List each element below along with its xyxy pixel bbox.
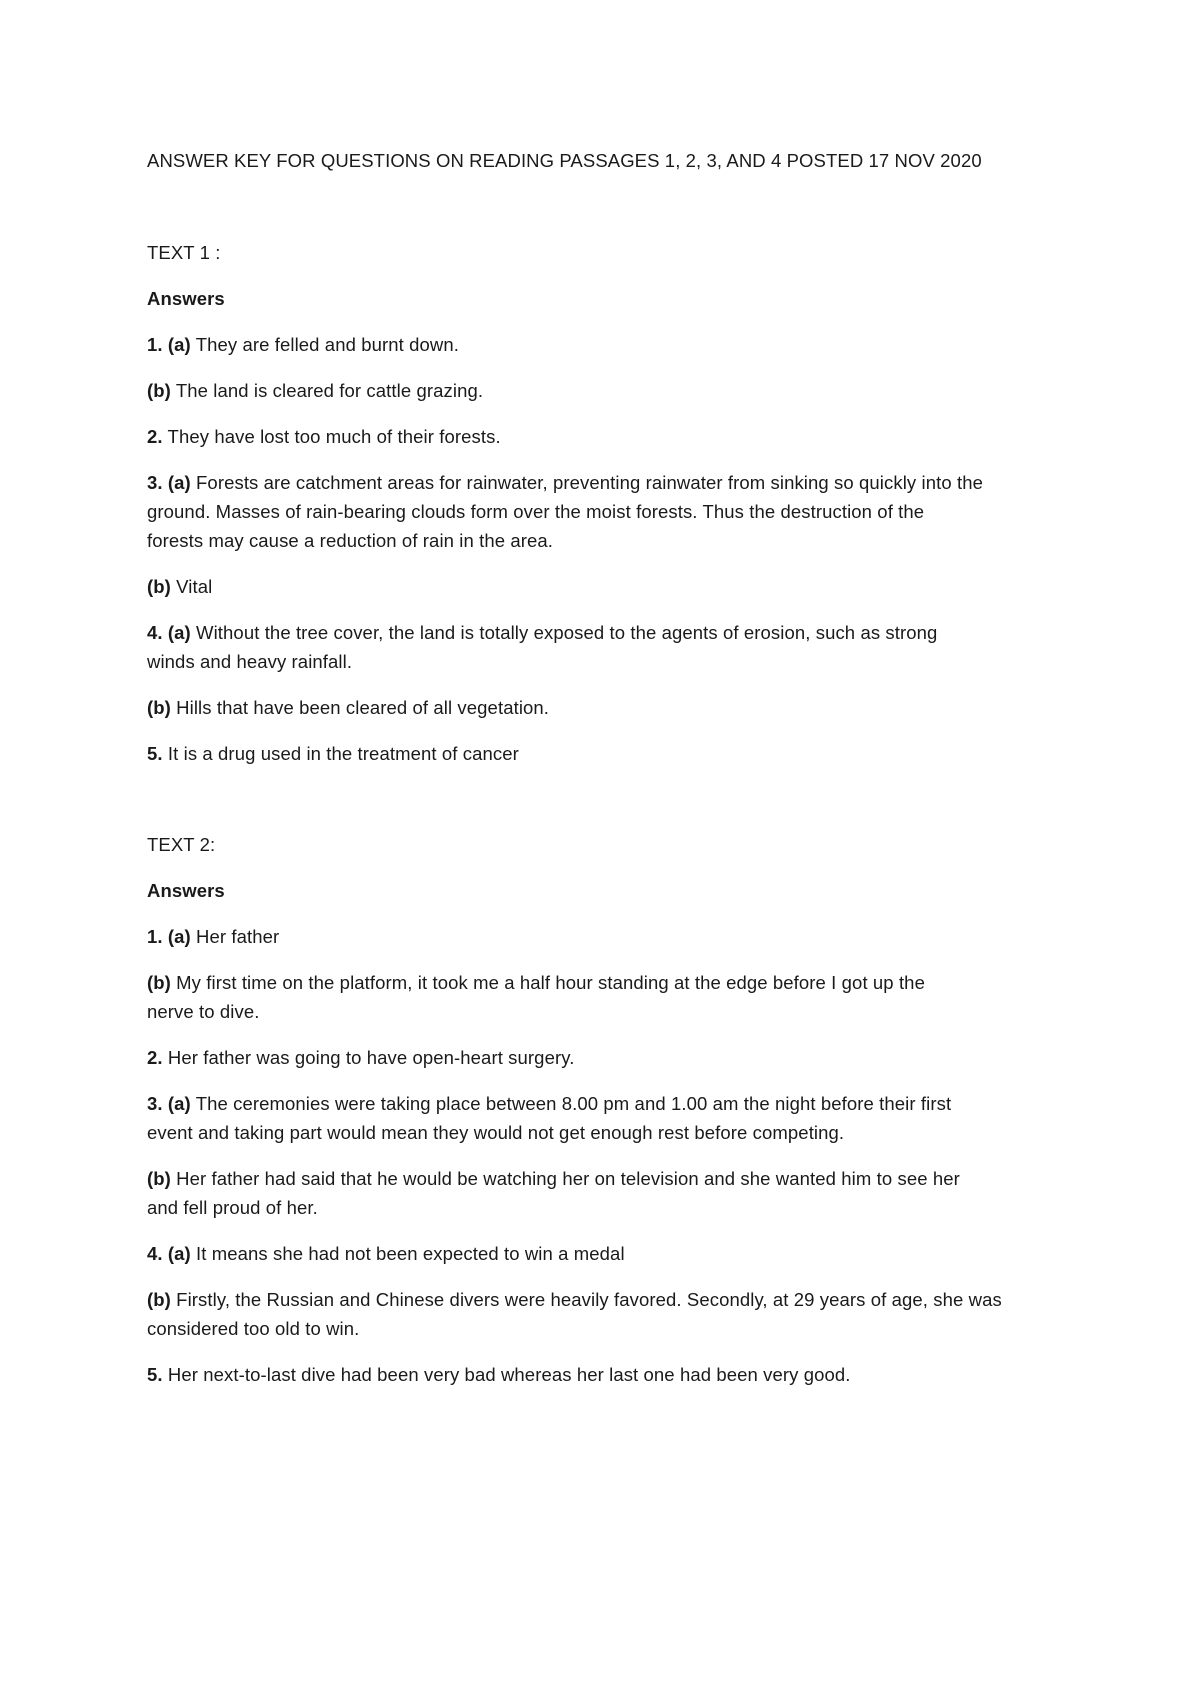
answer-item: 5. Her next-to-last dive had been very bad whereas her last one had been very good. xyxy=(147,1364,851,1385)
answer-item: 3. (a) The ceremonies were taking place between 8.00 pm and 1.00 am the night before their first xyxy=(147,1093,952,1114)
answer-item: (b) The land is cleared for cattle grazing. xyxy=(147,380,484,401)
answer-item: (b) Vital xyxy=(147,576,213,597)
answer-item: 5. It is a drug used in the treatment of cancer xyxy=(147,743,519,764)
text1-answers-label: Answers xyxy=(147,288,225,309)
text1-heading: TEXT 1 : xyxy=(147,242,221,263)
answer-item: (b) Firstly, the Russian and Chinese divers were heavily favored. Secondly, at 29 years of age, she was xyxy=(147,1289,1002,1310)
answer-item-continuation: nerve to dive. xyxy=(147,1001,260,1022)
answer-item: 2. Her father was going to have open-heart surgery. xyxy=(147,1047,575,1068)
answer-item: 4. (a) Without the tree cover, the land is totally exposed to the agents of erosion, such as strong xyxy=(147,622,938,643)
document-title: ANSWER KEY FOR QUESTIONS ON READING PASSAGES 1, 2, 3, AND 4 POSTED 17 NOV 2020 xyxy=(147,150,982,171)
answer-item: (b) My first time on the platform, it took me a half hour standing at the edge before I got up the xyxy=(147,972,925,993)
answer-item: 4. (a) It means she had not been expected to win a medal xyxy=(147,1243,625,1264)
answer-item: 3. (a) Forests are catchment areas for rainwater, preventing rainwater from sinking so quickly into the xyxy=(147,472,983,493)
answer-item: 1. (a) They are felled and burnt down. xyxy=(147,334,459,355)
answer-item-continuation: and fell proud of her. xyxy=(147,1197,318,1218)
text2-heading: TEXT 2: xyxy=(147,834,216,855)
answer-item: (b) Her father had said that he would be watching her on television and she wanted him to see her xyxy=(147,1168,960,1189)
answer-item-continuation: winds and heavy rainfall. xyxy=(147,651,353,672)
answer-item-continuation: event and taking part would mean they would not get enough rest before competing. xyxy=(147,1122,845,1143)
text2-answers-label: Answers xyxy=(147,880,225,901)
answer-item: 1. (a) Her father xyxy=(147,926,280,947)
answer-item-continuation: forests may cause a reduction of rain in the area. xyxy=(147,530,554,551)
answer-item: (b) Hills that have been cleared of all vegetation. xyxy=(147,697,550,718)
answer-item-continuation: ground. Masses of rain-bearing clouds form over the moist forests. Thus the destruction of the xyxy=(147,501,925,522)
answer-item: 2. They have lost too much of their forests. xyxy=(147,426,501,447)
answer-item-continuation: considered too old to win. xyxy=(147,1318,360,1339)
